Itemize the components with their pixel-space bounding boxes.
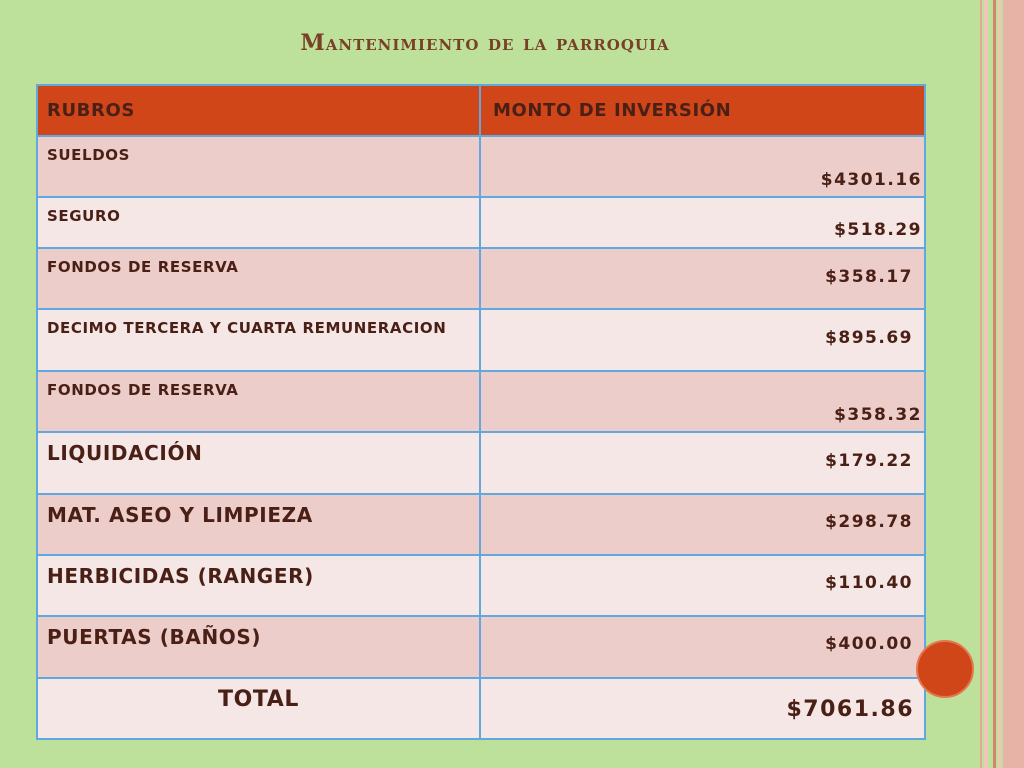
total-amount: $7061.86 xyxy=(786,697,914,722)
decorative-circle xyxy=(916,640,974,698)
table-row xyxy=(37,309,925,371)
row-amount-cell xyxy=(480,371,925,432)
row-amount-cell xyxy=(480,136,925,197)
row-amount: $179.22 xyxy=(825,451,913,471)
table-row xyxy=(37,371,925,432)
row-amount: $298.78 xyxy=(825,512,913,532)
table-row xyxy=(37,197,925,248)
row-label: MAT. ASEO Y LIMPIEZA xyxy=(37,494,480,555)
table-row xyxy=(37,616,925,678)
row-amount-cell xyxy=(480,197,925,248)
row-amount: $895.69 xyxy=(825,328,913,348)
total-row xyxy=(37,678,925,739)
total-amount-cell xyxy=(480,678,925,739)
row-label: SEGURO xyxy=(37,197,480,248)
header-rubros: RUBROS xyxy=(37,85,480,136)
row-amount-cell xyxy=(480,494,925,555)
table-row xyxy=(37,555,925,616)
row-amount: $518.29 xyxy=(834,220,922,240)
row-label: PUERTAS (BAÑOS) xyxy=(37,616,480,678)
row-label: HERBICIDAS (RANGER) xyxy=(37,555,480,616)
row-amount-cell xyxy=(480,309,925,371)
row-label: SUELDOS xyxy=(37,136,480,197)
row-label: FONDOS DE RESERVA xyxy=(37,371,480,432)
table-row xyxy=(37,432,925,494)
row-amount: $110.40 xyxy=(825,573,913,593)
row-amount: $358.32 xyxy=(834,405,922,425)
total-label: TOTAL xyxy=(37,678,480,739)
page-title: Mantenimiento de la parroquia xyxy=(300,30,670,56)
row-label: DECIMO TERCERA Y CUARTA REMUNERACION xyxy=(37,309,480,371)
header-monto: MONTO DE INVERSIÓN xyxy=(480,85,925,136)
row-amount: $358.17 xyxy=(825,267,913,287)
row-amount-cell xyxy=(480,616,925,678)
table-row xyxy=(37,494,925,555)
row-label: FONDOS DE RESERVA xyxy=(37,248,480,309)
row-amount-cell xyxy=(480,248,925,309)
table-row xyxy=(37,248,925,309)
decorative-side-stripes xyxy=(980,0,1024,768)
budget-table xyxy=(36,84,926,740)
row-amount: $400.00 xyxy=(825,634,913,654)
table-header-row xyxy=(37,85,925,136)
row-amount-cell xyxy=(480,555,925,616)
row-amount-cell xyxy=(480,432,925,494)
row-label: LIQUIDACIÓN xyxy=(37,432,480,494)
row-amount: $4301.16 xyxy=(820,170,922,190)
table-row xyxy=(37,136,925,197)
